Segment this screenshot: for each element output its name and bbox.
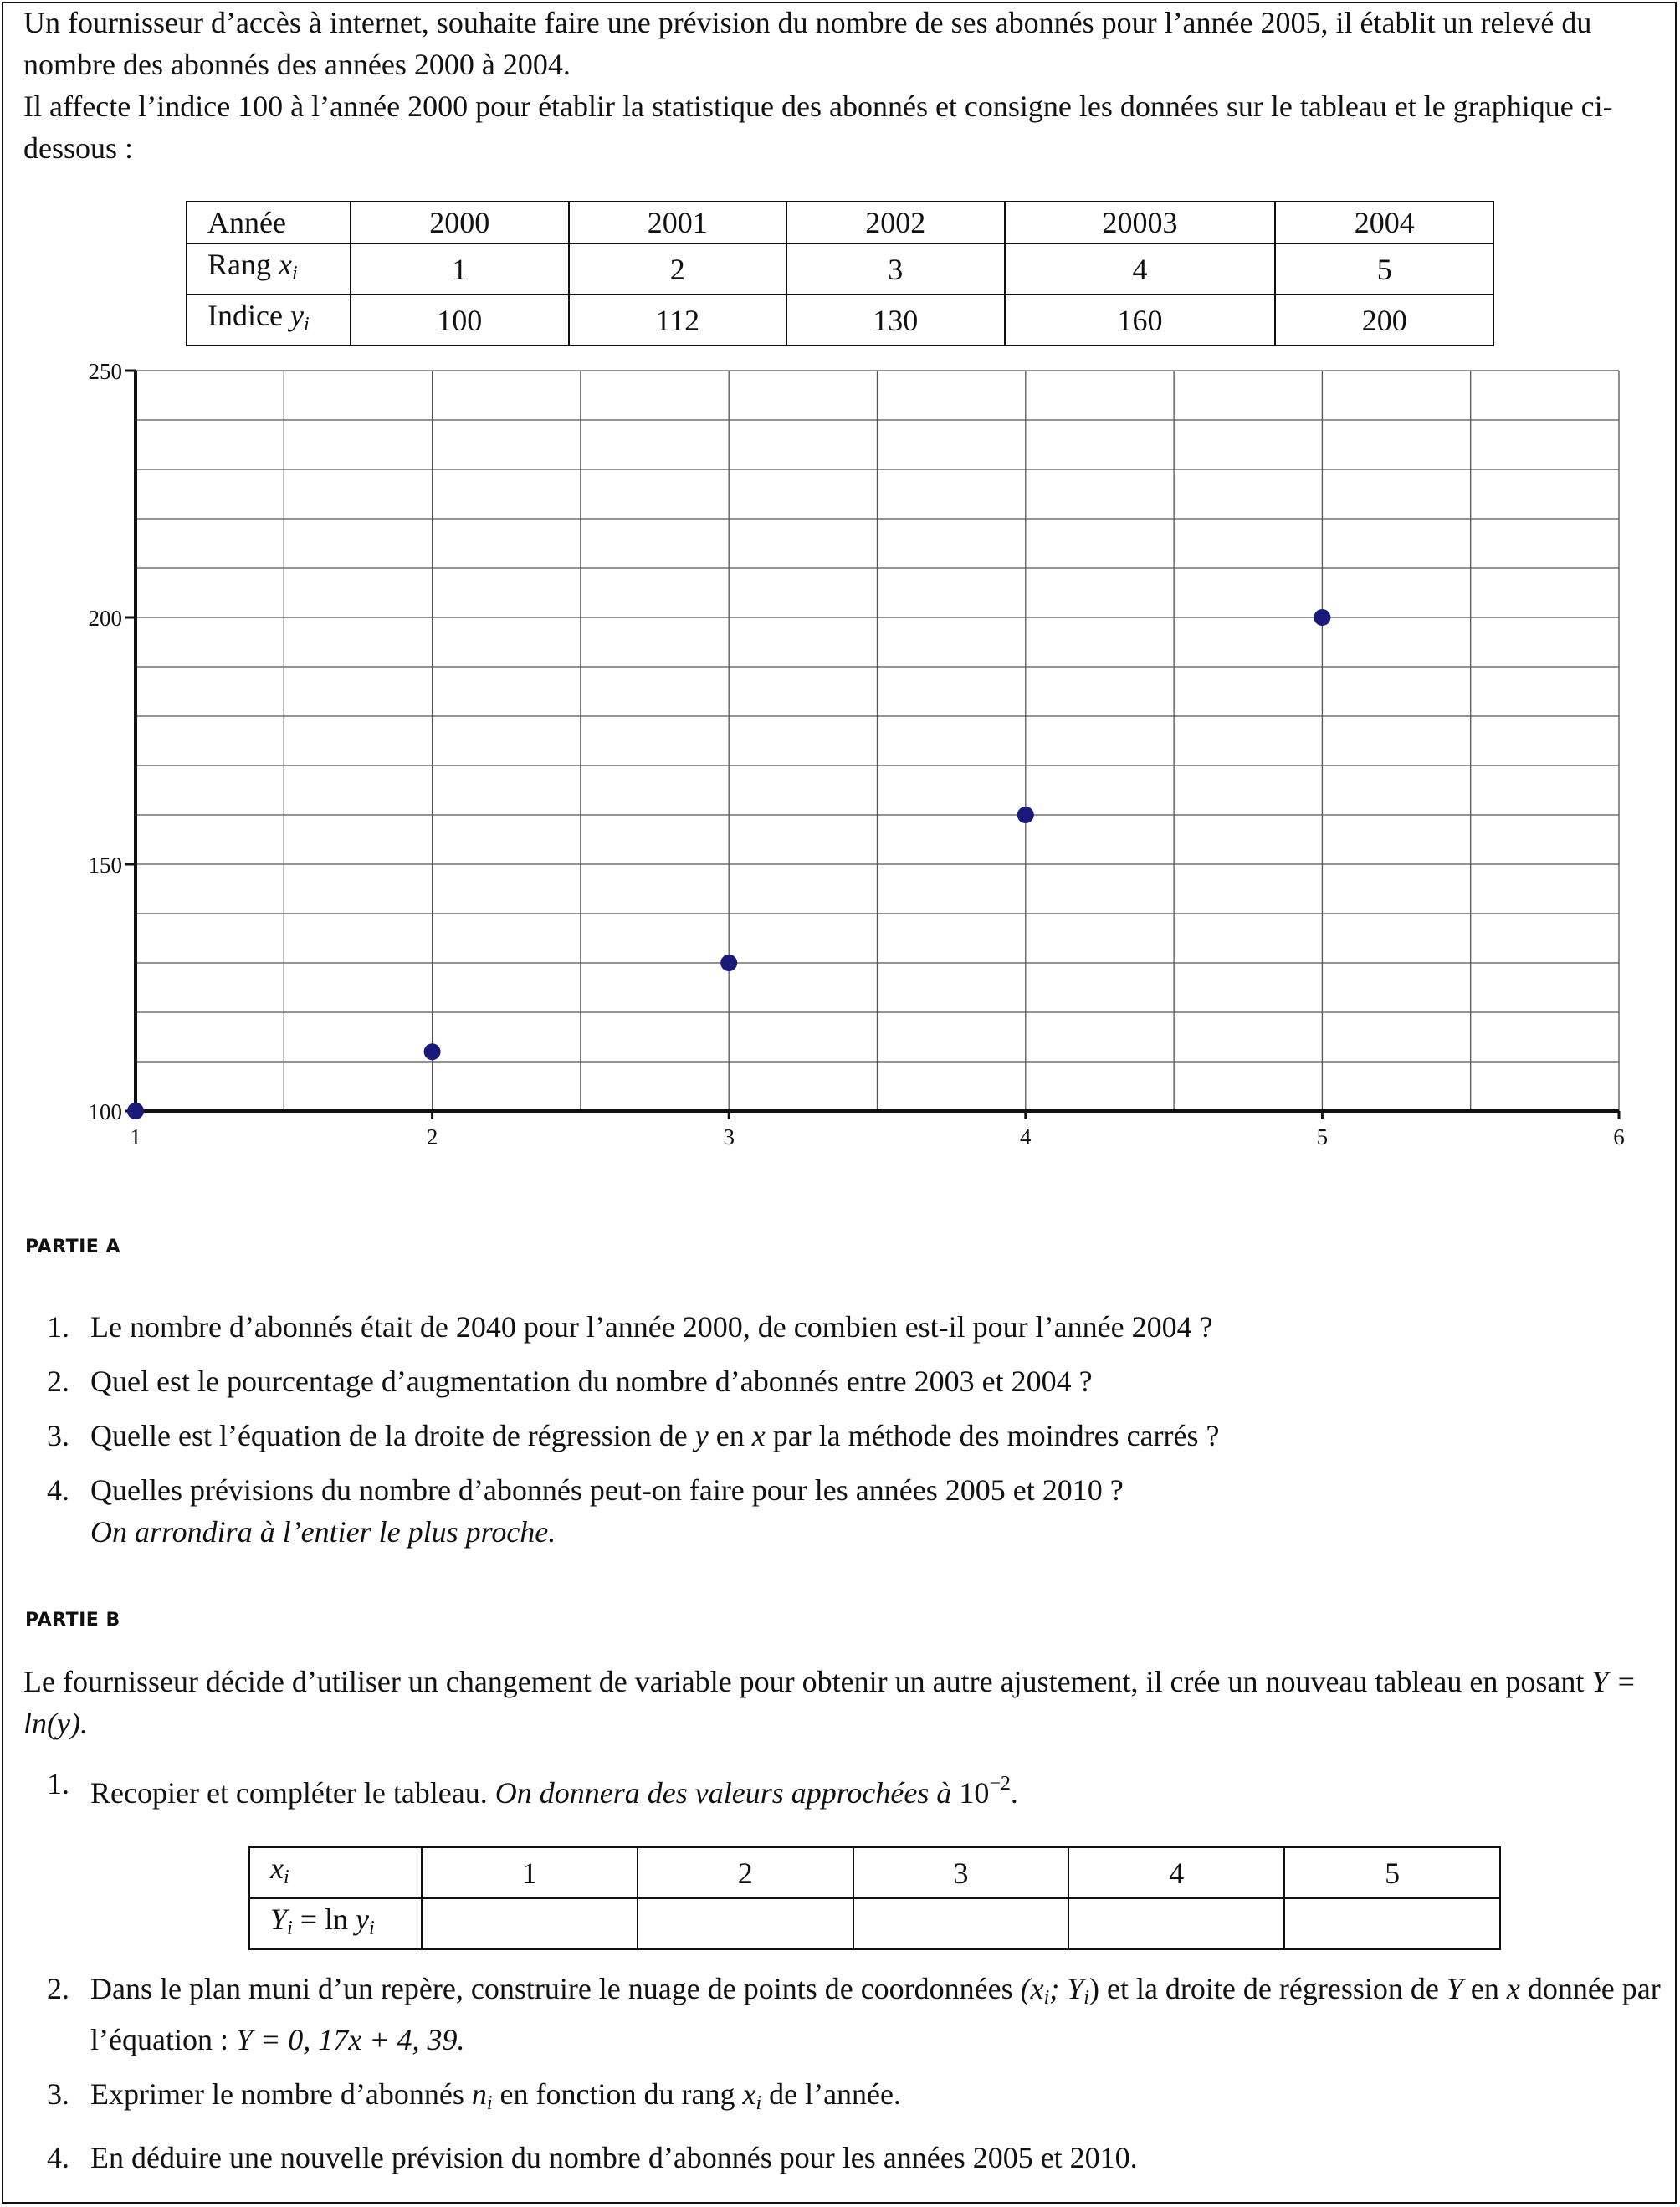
- year-cell: 2001: [569, 202, 787, 243]
- x-cell: 5: [1284, 1847, 1500, 1898]
- partie-a-heading: PARTIE A: [25, 1237, 120, 1257]
- rank-cell: 5: [1275, 243, 1493, 294]
- list-item: 3. Exprimer le nombre d’abonnés $n_i$ en fonction du rang $x_i$ de l’année.: [47, 2077, 902, 2114]
- index-cell: 100: [351, 294, 569, 346]
- Y-cell: [422, 1898, 638, 1949]
- x-tick-label: 2: [426, 1124, 438, 1150]
- row-label-x: $x_i$: [249, 1847, 422, 1898]
- y-tick-label: 250: [88, 359, 122, 384]
- intro-line-1: Un fournisseur d’accès à internet, souhaite faire une prévision du nombre de ses abonnés pour l’année 2005, il établit un relevé du nombre des abonnés des années 2000 à 2004.: [23, 6, 1592, 81]
- list-item: 1. Le nombre d’abonnés était de 2040 pour l’année 2000, de combien est-il pour l’année 2004 ?: [47, 1310, 1213, 1344]
- partie-b-questions: [0, 1968, 1665, 2191]
- data-point: [720, 955, 737, 971]
- row-label-Y: $Y_i = \ln y_i$: [249, 1898, 422, 1949]
- data-point: [127, 1103, 144, 1119]
- index-cell: 112: [569, 294, 787, 346]
- x-cell: 4: [1068, 1847, 1284, 1898]
- year-cell: 20003: [1005, 202, 1276, 243]
- table-row-x: [249, 1847, 1500, 1898]
- partie-b-intro: Le fournisseur décide d’utiliser un changement de variable pour obtenir un autre ajustement, il crée un nouveau tableau en posant Y = ln(y).: [23, 1665, 1636, 1740]
- y-tick-label: 200: [88, 606, 122, 631]
- list-item: 3. Quelle est l’équation de la droite de régression de y en x par la méthode des moindres carrés ?: [47, 1419, 1220, 1452]
- index-cell: 130: [786, 294, 1005, 346]
- year-cell: 2002: [786, 202, 1005, 243]
- partie-b-question-1: [0, 1763, 1665, 1826]
- list-item: 4. Quelles prévisions du nombre d’abonnés peut-on faire pour les années 2005 et 2010 ? On arrondira à l’entier le plus proche.: [47, 1473, 1124, 1549]
- partie-b-heading: PARTIE B: [25, 1610, 120, 1631]
- list-item: 1. Recopier et compléter le tableau. On donnera des valeurs approchées à $10^{-2}$.: [47, 1767, 1018, 1810]
- year-cell: 2004: [1275, 202, 1493, 243]
- row-label-year: Année: [187, 202, 351, 243]
- intro-line-2: Il affecte l’indice 100 à l’année 2000 pour établir la statistique des abonnés et consigne les données sur le tableau et le graphique ci-dessous :: [23, 90, 1613, 165]
- y-tick-label: 150: [88, 853, 122, 878]
- x-cell: 1: [422, 1847, 638, 1898]
- row-label-index: Indice $y_i$: [187, 294, 351, 346]
- data-point: [1314, 609, 1330, 626]
- rank-cell: 4: [1005, 243, 1276, 294]
- data-point: [1017, 807, 1034, 823]
- table-row-Y: [249, 1898, 1500, 1949]
- list-item: 2. Dans le plan muni d’un repère, construire le nuage de points de coordonnées ($x_i$; $Y_i$) et la droite de régression de Y en x donnée par l’équation : Y = 0, 17x + 4, 39.: [47, 1972, 1661, 2056]
- Y-cell: [1284, 1898, 1500, 1949]
- rank-cell: 3: [786, 243, 1005, 294]
- Y-cell: [853, 1898, 1069, 1949]
- list-item: 4. En déduire une nouvelle prévision du nombre d’abonnés pour les années 2005 et 2010.: [47, 2141, 1138, 2174]
- x-tick-label: 6: [1613, 1124, 1625, 1150]
- x-cell: 3: [853, 1847, 1069, 1898]
- x-tick-label: 1: [130, 1124, 141, 1150]
- x-tick-label: 3: [723, 1124, 735, 1150]
- Y-cell: [1068, 1898, 1284, 1949]
- rank-cell: 1: [351, 243, 569, 294]
- partie-a-questions: [0, 1306, 1665, 1565]
- y-tick-label: 100: [88, 1099, 122, 1124]
- year-cell: 2000: [351, 202, 569, 243]
- Y-cell: [638, 1898, 853, 1949]
- index-cell: 200: [1275, 294, 1493, 346]
- data-point: [424, 1043, 441, 1060]
- x-tick-label: 5: [1316, 1124, 1329, 1150]
- row-label-rank: Rang $x_i$: [187, 243, 351, 294]
- x-tick-label: 4: [1020, 1124, 1032, 1150]
- rank-cell: 2: [569, 243, 787, 294]
- x-cell: 2: [638, 1847, 853, 1898]
- index-cell: 160: [1005, 294, 1276, 346]
- completion-table: [248, 1846, 1501, 1950]
- list-item: 2. Quel est le pourcentage d’augmentation du nombre d’abonnés entre 2003 et 2004 ?: [47, 1365, 1093, 1398]
